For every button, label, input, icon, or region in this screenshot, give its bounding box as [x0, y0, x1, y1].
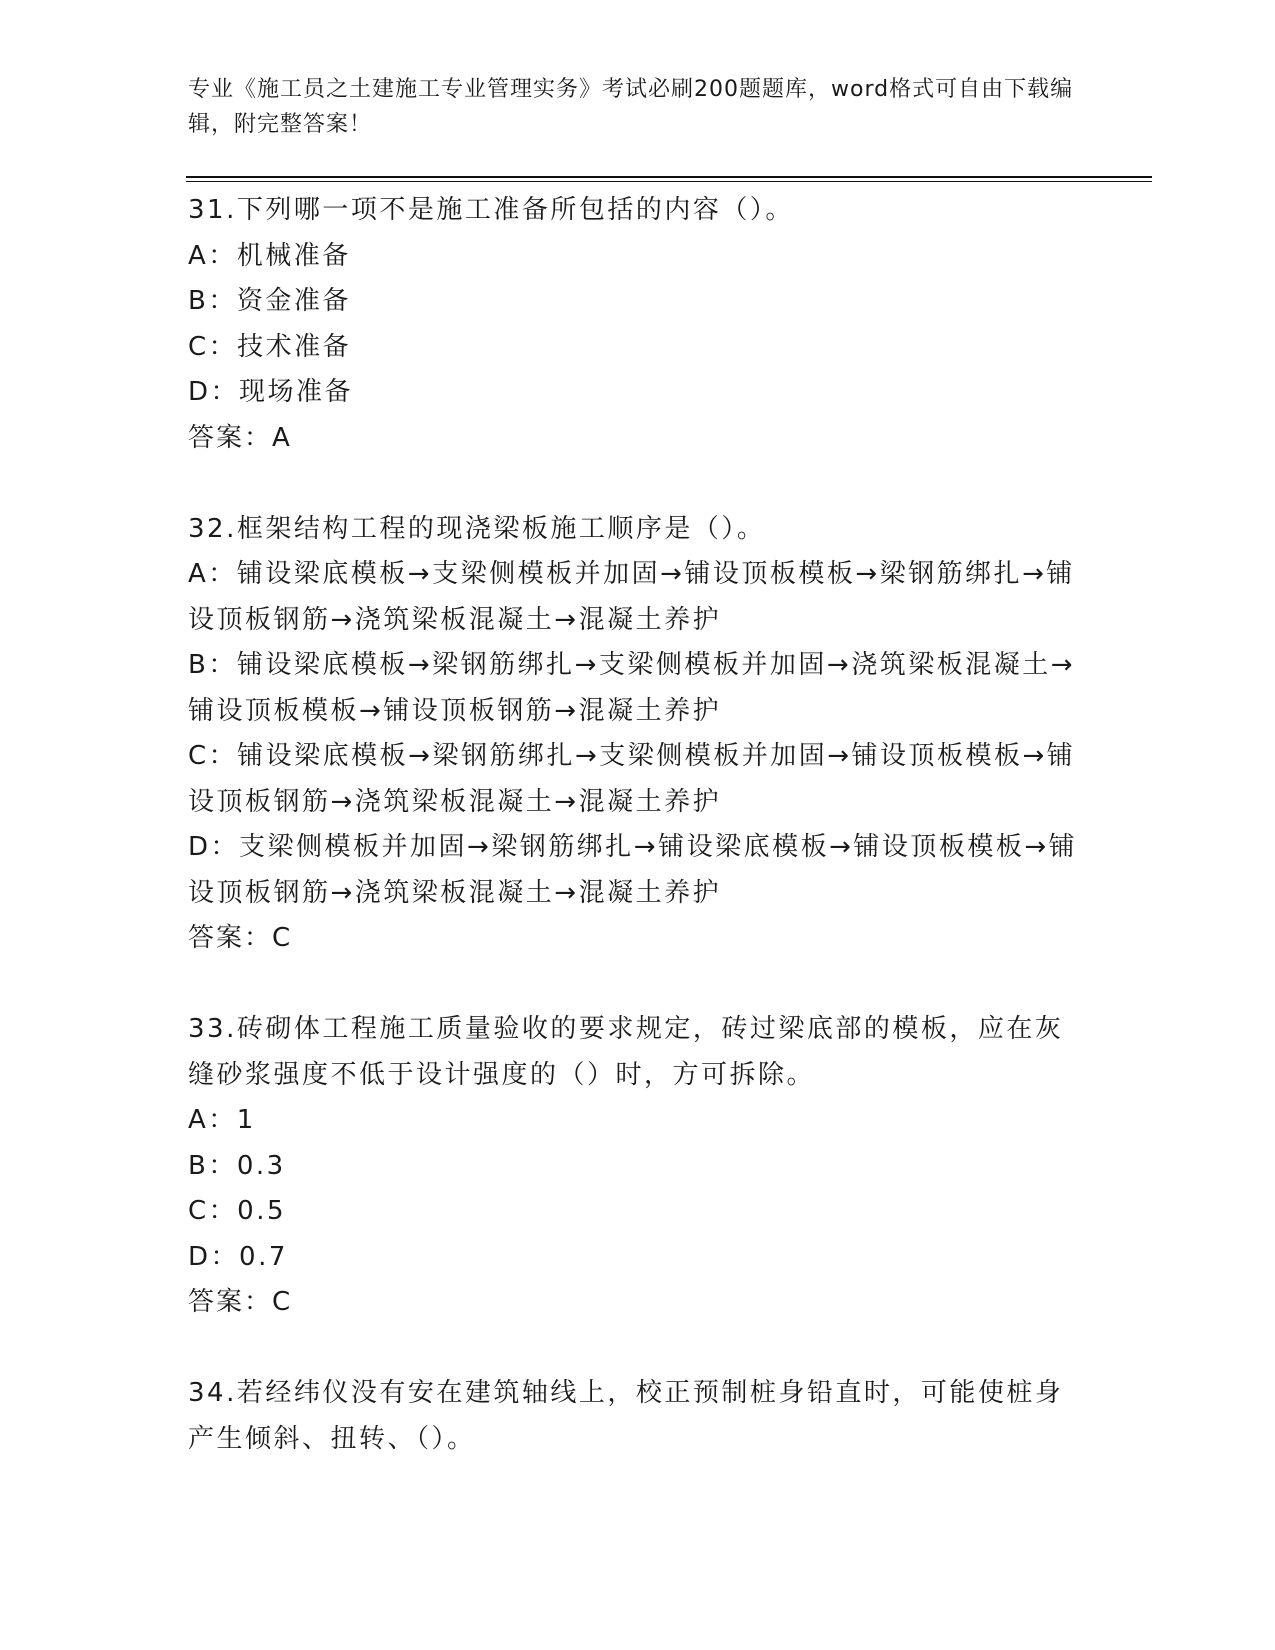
option-a: A：机械准备: [188, 240, 351, 271]
question-spacer: [188, 1326, 1088, 1372]
question-33: [188, 1007, 1088, 1326]
option-b: B：铺设梁底模板→梁钢筋绑扎→支梁侧模板并加固→浇筑梁板混凝土→铺设顶板模板→铺设顶板钢筋→混凝土养护: [188, 650, 1075, 726]
option-a: A：1: [188, 1105, 256, 1135]
question-spacer: [188, 461, 1088, 507]
question-stem: 32.框架结构工程的现浇梁板施工顺序是（）。: [188, 513, 766, 544]
question-stem: 33.砖砌体工程施工质量验收的要求规定，砖过梁底部的模板，应在灰缝砂浆强度不低于设计强度的（）时，方可拆除。: [188, 1014, 1064, 1090]
question-stem: 34.若经纬仪没有安在建筑轴线上，校正预制桩身铅直时，可能使桩身产生倾斜、扭转、（）。: [188, 1378, 1064, 1454]
option-d: D：0.7: [188, 1241, 288, 1272]
option-b: B：资金准备: [188, 286, 351, 316]
header-divider-thick: [186, 176, 1152, 178]
question-list: [188, 188, 1088, 1462]
option-c: C：0.5: [188, 1196, 287, 1226]
option-c: C：技术准备: [188, 331, 352, 362]
option-a: A：铺设梁底模板→支梁侧模板并加固→铺设顶板模板→梁钢筋绑扎→铺设顶板钢筋→浇筑梁板混凝土→混凝土养护: [188, 559, 1075, 635]
answer-line: 答案：C: [188, 923, 293, 953]
header-divider-thin: [186, 181, 1152, 182]
question-31: [188, 188, 1088, 461]
option-c: C：铺设梁底模板→梁钢筋绑扎→支梁侧模板并加固→铺设顶板模板→铺设顶板钢筋→浇筑梁板混凝土→混凝土养护: [188, 741, 1076, 817]
question-34: [188, 1371, 1088, 1462]
document-header: 专业《施工员之土建施工专业管理实务》考试必刷200题题库，word格式可自由下载编辑，附完整答案！: [188, 77, 1074, 137]
question-32: [188, 507, 1088, 962]
question-stem: 31.下列哪一项不是施工准备所包括的内容（）。: [188, 195, 794, 225]
option-d: D：支梁侧模板并加固→梁钢筋绑扎→铺设梁底模板→铺设顶板模板→铺设顶板钢筋→浇筑梁板混凝土→混凝土养护: [188, 832, 1078, 908]
answer-line: 答案：A: [188, 422, 292, 453]
question-spacer: [188, 962, 1088, 1008]
option-b: B：0.3: [188, 1150, 286, 1181]
answer-line: 答案：C: [188, 1287, 293, 1317]
option-d: D：现场准备: [188, 377, 354, 407]
